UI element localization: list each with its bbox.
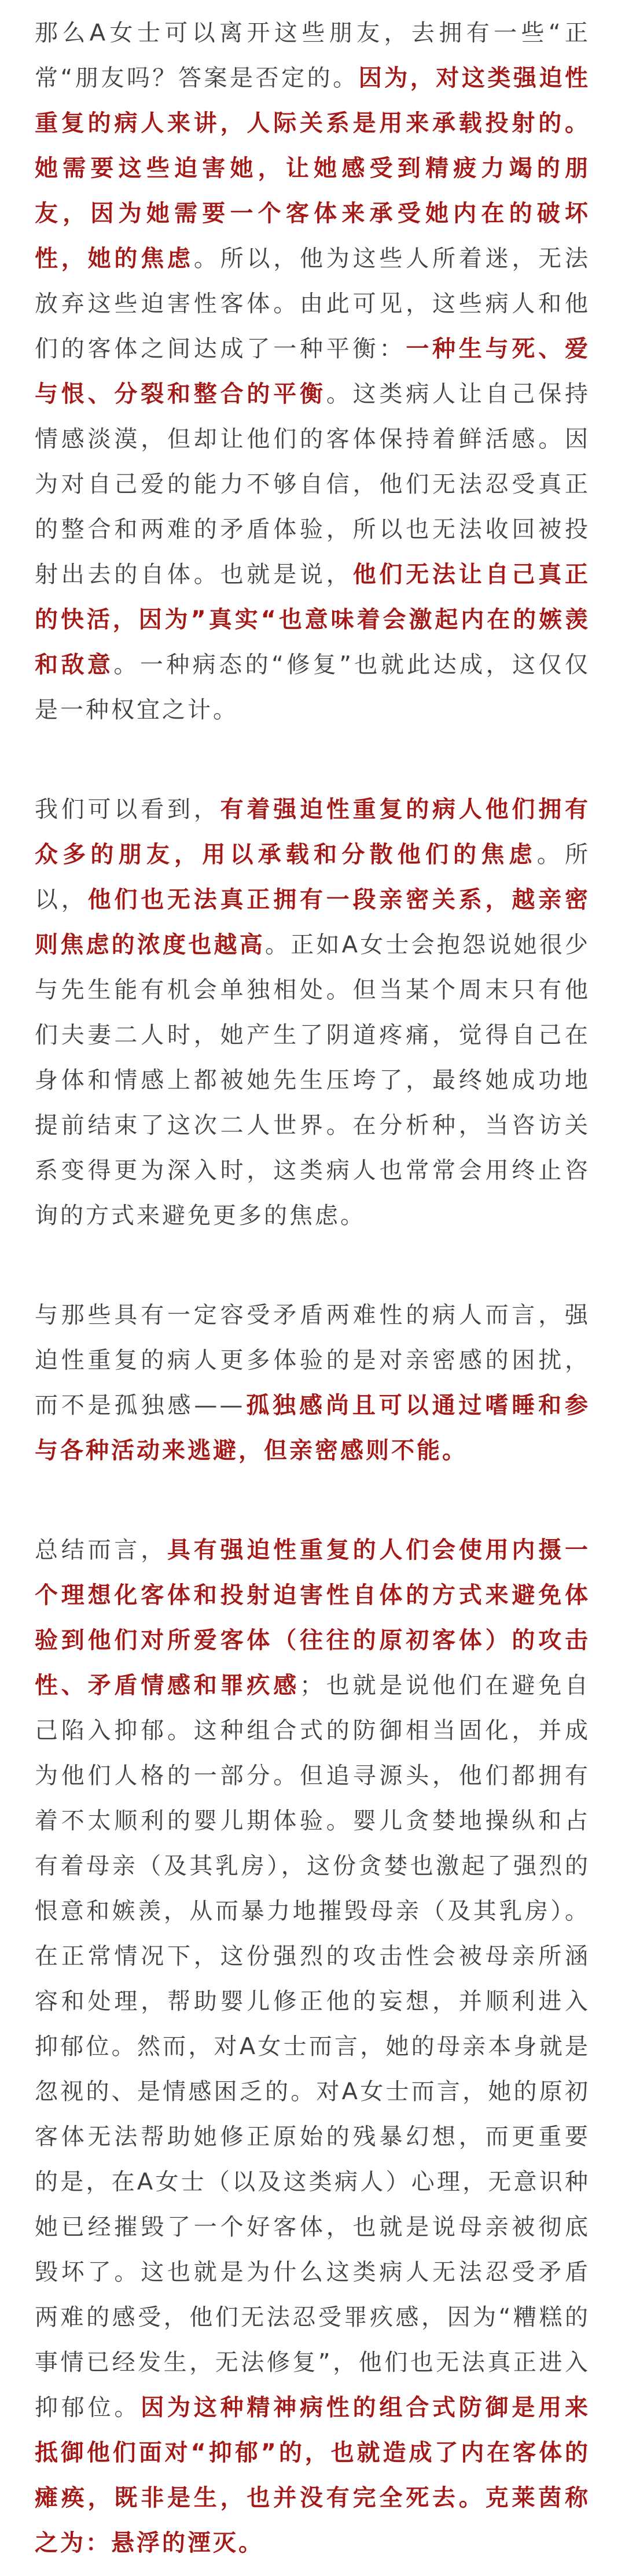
emphasis-segment: 因为这种精神病性的组合式防御是用来抵御他们面对“抑郁”的，也就造成了内在客体的瘫痪，既非是生，也并没有完全死去。克莱茵称之为：悬浮的湮灭。	[35, 2394, 591, 2556]
emphasis-segment: 孤独感尚且可以通过嗜睡和参与各种活动来逃避，但亲密感则不能。	[35, 1392, 591, 1464]
emphasis-segment: 他们无法让自己真正的快活，因为”真实“也意味着会激起内在的嫉羡和敌意	[35, 561, 591, 678]
paragraph-3	[35, 1293, 590, 1473]
emphasis-segment: 具有强迫性重复的人们会使用内摄一个理想化客体和投射迫害性自体的方式来避免体验到他们对所爱客体（往往的原初客体）的攻击性、矛盾情感和罪疚感	[35, 1537, 590, 1699]
paragraph-4	[35, 1528, 590, 2566]
text-segment: 。一种病态的“修复”也就此达成，这仅仅是一种权宜之计。	[35, 652, 591, 723]
paragraph-2	[35, 787, 590, 1238]
text-segment: ；也就是说他们在避免自己陷入抑郁。这种组合式的防御相当固化，并成为他们人格的一部分。但追寻源头，他们都拥有着不太顺利的婴儿期体验。婴儿贪婪地操纵和占有着母亲（及其乳房），这份贪婪也激起了强烈的恨意和嫉羡，从而暴力地摧毁母亲（及其乳房）。在正常情况下，这份强烈的攻击性会被母亲所涵容和处理，帮助婴儿修正他的妄想，并顺利进入抑郁位。然而，对A女士而言，她的母亲本身就是忽视的、是情感困乏的。对A女士而言，她的原初客体无法帮助她修正原始的残暴幻想，而更重要的是，在A女士（以及这类病人）心理，无意识种她已经摧毁了一个好客体，也就是说母亲被彻底毁坏了。这也就是为什么这类病人无法忍受矛盾两难的感受，他们无法忍受罪疚感，因为“糟糕的事情已经发生，无法修复”，他们也无法真正进入抑郁位。	[35, 1672, 590, 2421]
emphasis-segment: 一种生与死、爱与恨、分裂和整合的平衡	[35, 336, 591, 407]
text-segment: 那么A女士可以离开这些朋友，去拥有一些“正常“朋友吗？答案是否定的。	[35, 20, 590, 91]
emphasis-segment: 他们也无法真正拥有一段亲密关系，越亲密则焦虑的浓度也越高	[35, 886, 591, 958]
text-segment: 总结而言，	[35, 1537, 167, 1563]
text-segment: 。所以，他为这些人所着迷，无法放弃这些迫害性客体。由此可见，这些病人和他们的客体之间达成了一种平衡：	[35, 245, 591, 362]
emphasis-segment: 因为，对这类强迫性重复的病人来讲，人际关系是用来承载投射的。她需要这些迫害她，让她感受到精疲力竭的朋友，因为她需要一个客体来承受她内在的破坏性，她的焦虑	[35, 65, 590, 272]
text-segment: 与那些具有一定容受矛盾两难性的病人而言，强迫性重复的病人更多体验的是对亲密感的困扰，而不是孤独感——	[35, 1302, 590, 1419]
text-segment: 我们可以看到，	[35, 796, 220, 823]
text-segment: 。所以，	[35, 841, 591, 913]
emphasis-segment: 有着强迫性重复的病人他们拥有众多的朋友，用以承载和分散他们的焦虑	[35, 796, 591, 868]
text-segment: 。正如A女士会抱怨说她很少与先生能有机会单独相处。但当某个周末只有他们夫妻二人时，她产生了阴道疼痛，觉得自己在身体和情感上都被她先生压垮了，最终她成功地提前结束了这次二人世界。在分析种，当咨访关系变得更为深入时，这类病人也常常会用终止咨询的方式来避免更多的焦虑。	[35, 932, 590, 1229]
paragraph-1	[35, 10, 590, 733]
text-segment: 。这类病人让自己保持情感淡漠，但却让他们的客体保持着鲜活感。因为对自己爱的能力不够自信，他们无法忍受真正的整合和两难的矛盾体验，所以也无法收回被投射出去的自体。也就是说，	[35, 381, 591, 588]
